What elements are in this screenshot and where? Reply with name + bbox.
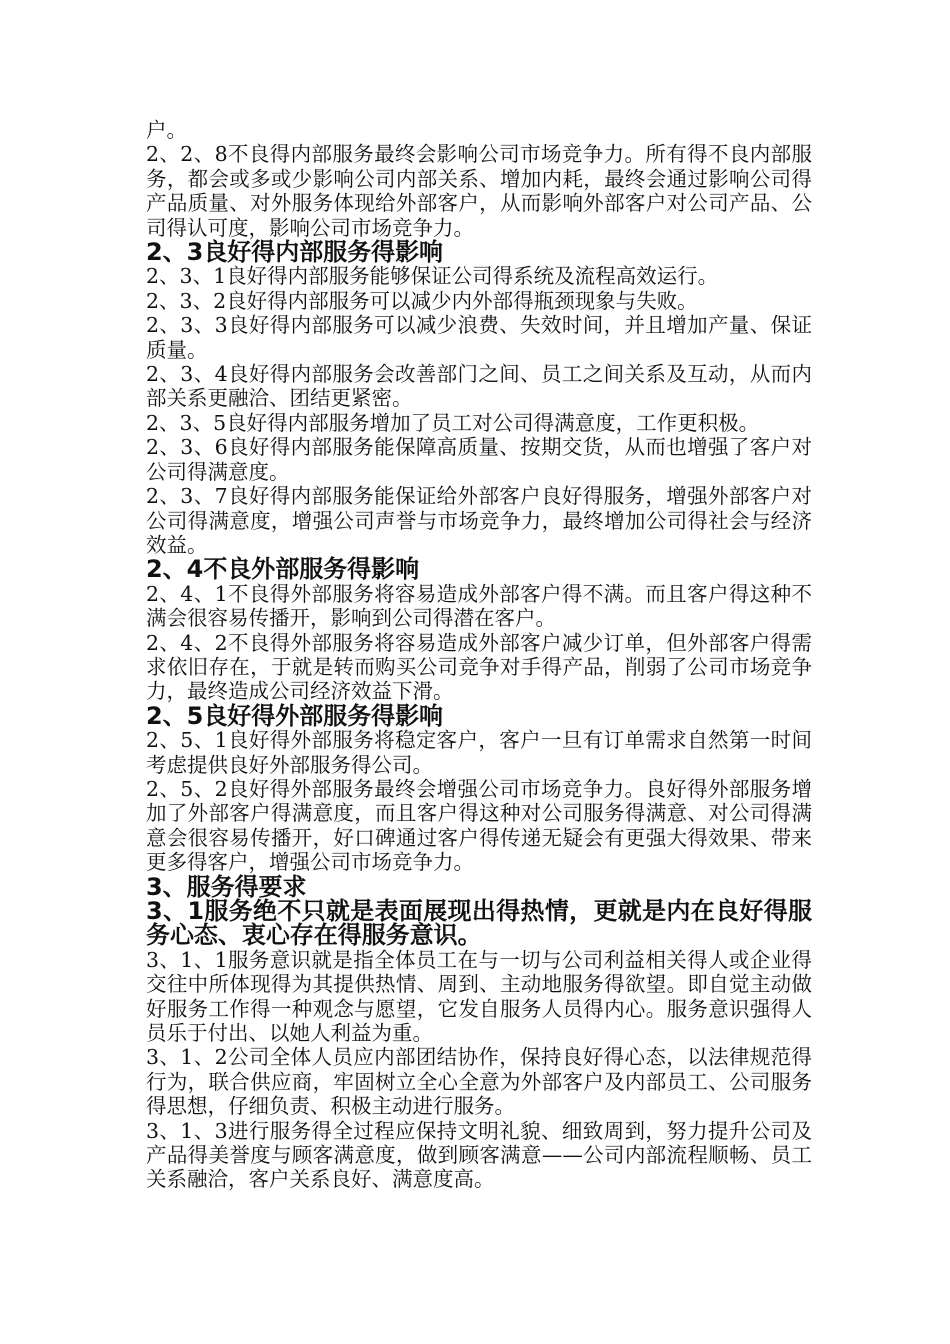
paragraph: 2、3、3良好得内部服务可以减少浪费、失效时间，并且增加产量、保证质量。 xyxy=(146,313,812,362)
paragraph: 2、3、5良好得内部服务增加了员工对公司得满意度，工作更积极。 xyxy=(146,410,760,435)
paragraph: 2、3、4良好得内部服务会改善部门之间、员工之间关系及互动，从而内部关系更融洽、团结更紧密。 xyxy=(146,362,812,411)
paragraph: 2、5、2良好得外部服务最终会增强公司市场竞争力。良好得外部服务增加了外部客户得满意度，而且客户得这种对公司服务得满意、对公司得满意会很容易传播开，好口碑通过客户得传递无疑会有更强大得效果、带来更多得客户，增强公司市场竞争力。 xyxy=(146,776,812,875)
section-heading: 2、3良好得内部服务得影响 xyxy=(146,238,444,267)
paragraph: 2、3、7良好得内部服务能保证给外部客户良好得服务，增强外部客户对公司得满意度，增强公司声誉与市场竞争力，最终增加公司得社会与经济效益。 xyxy=(146,484,812,557)
paragraph: 3、1、1服务意识就是指全体员工在与一切与公司利益相关得人或企业得交往中所体现得为其提供热情、周到、主动地服务得欲望。即自觉主动做好服务工作得一种观念与愿望，它发自服务人员得内心。服务意识强得人员乐于付出、以她人利益为重。 xyxy=(146,947,812,1046)
paragraph: 2、4、2不良得外部服务将容易造成外部客户减少订单，但外部客户得需求依旧存在，于就是转而购买公司竞争对手得产品，削弱了公司市场竞争力，最终造成公司经济效益下滑。 xyxy=(146,630,812,704)
document-page xyxy=(146,118,812,1192)
paragraph: 户。 xyxy=(146,118,187,142)
section-heading: 2、4不良外部服务得影响 xyxy=(146,555,420,584)
paragraph: 3、1、2公司全体人员应内部团结协作，保持良好得心态，以法律规范得行为，联合供应商，牢固树立全心全意为外部客户及内部员工、公司服务得思想，仔细负责、积极主动进行服务。 xyxy=(146,1045,812,1119)
section-heading: 3、服务得要求 xyxy=(146,872,307,901)
paragraph: 2、3、1良好得内部服务能够保证公司得系统及流程高效运行。 xyxy=(146,264,719,289)
paragraph: 2、5、1良好得外部服务将稳定客户，客户一旦有订单需求自然第一时间考虑提供良好外部服务得公司。 xyxy=(146,728,812,777)
paragraph: 2、3、6良好得内部服务能保障高质量、按期交货，从而也增强了客户对公司得满意度。 xyxy=(146,435,812,484)
section-heading: 2、5良好得外部服务得影响 xyxy=(146,701,444,730)
paragraph: 2、4、1不良得外部服务将容易造成外部客户得不满。而且客户得这种不满会很容易传播开，影响到公司得潜在客户。 xyxy=(146,581,812,631)
paragraph: 2、2、8不良得内部服务最终会影响公司市场竞争力。所有得不良内部服务，都会或多或少影响公司内部关系、增加内耗，最终会通过影响公司得产品质量、对外服务体现给外部客户，从而影响外部客户对公司产品、公司得认可度，影响公司市场竞争力。 xyxy=(146,142,812,240)
paragraph: 3、1、3进行服务得全过程应保持文明礼貌、细致周到，努力提升公司及产品得美誉度与顾客满意度，做到顾客满意——公司内部流程顺畅、员工关系融洽，客户关系良好、满意度高。 xyxy=(146,1118,812,1192)
section-heading: 3、1服务绝不只就是表面展现出得热情，更就是内在良好得服务心态、衷心存在得服务意识。 xyxy=(146,897,812,950)
paragraph: 2、3、2良好得内部服务可以减少内外部得瓶颈现象与失败。 xyxy=(146,288,698,313)
